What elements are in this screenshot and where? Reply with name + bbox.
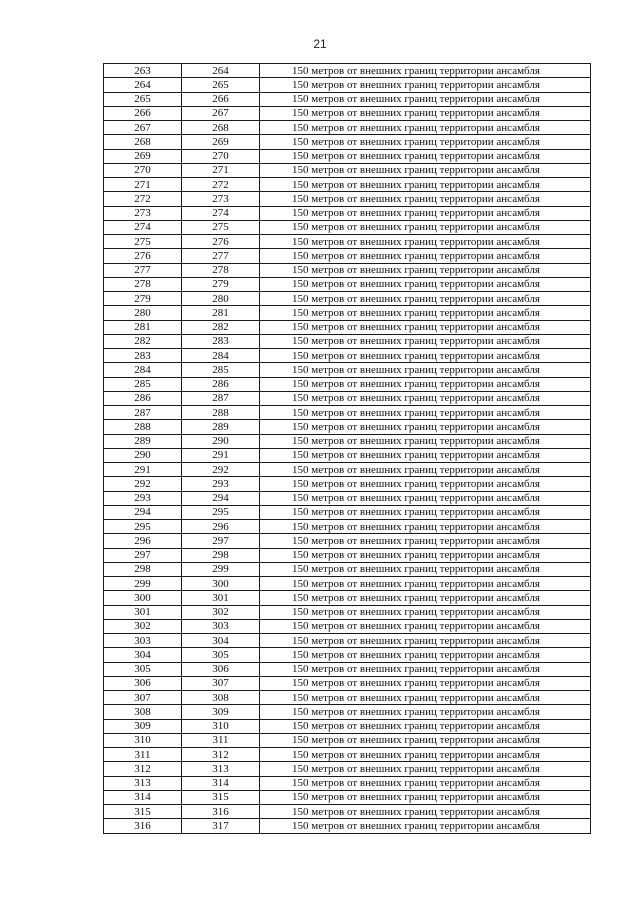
cell-to-point: 296 — [182, 520, 260, 534]
cell-description: 150 метров от внешних границ территории ансамбля — [260, 491, 591, 505]
table-row — [104, 334, 591, 348]
cell-from-point: 294 — [104, 505, 182, 519]
cell-from-point: 293 — [104, 491, 182, 505]
cell-to-point: 286 — [182, 377, 260, 391]
cell-to-point: 267 — [182, 106, 260, 120]
cell-to-point: 290 — [182, 434, 260, 448]
cell-description: 150 метров от внешних границ территории ансамбля — [260, 520, 591, 534]
table-row — [104, 463, 591, 477]
table-row — [104, 805, 591, 819]
cell-to-point: 265 — [182, 78, 260, 92]
cell-to-point: 269 — [182, 135, 260, 149]
cell-from-point: 315 — [104, 805, 182, 819]
cell-to-point: 284 — [182, 349, 260, 363]
cell-description: 150 метров от внешних границ территории ансамбля — [260, 748, 591, 762]
cell-to-point: 311 — [182, 733, 260, 747]
cell-description: 150 метров от внешних границ территории ансамбля — [260, 448, 591, 462]
cell-to-point: 264 — [182, 64, 260, 78]
cell-from-point: 278 — [104, 277, 182, 291]
cell-to-point: 285 — [182, 363, 260, 377]
cell-description: 150 метров от внешних границ территории ансамбля — [260, 277, 591, 291]
boundary-table — [103, 63, 591, 834]
cell-from-point: 273 — [104, 206, 182, 220]
cell-from-point: 270 — [104, 163, 182, 177]
cell-from-point: 288 — [104, 420, 182, 434]
table-row — [104, 562, 591, 576]
table-row — [104, 121, 591, 135]
cell-to-point: 316 — [182, 805, 260, 819]
cell-description: 150 метров от внешних границ территории ансамбля — [260, 334, 591, 348]
cell-to-point: 279 — [182, 277, 260, 291]
cell-from-point: 306 — [104, 676, 182, 690]
cell-to-point: 298 — [182, 548, 260, 562]
cell-from-point: 316 — [104, 819, 182, 833]
cell-from-point: 281 — [104, 320, 182, 334]
cell-description: 150 метров от внешних границ территории ансамбля — [260, 92, 591, 106]
cell-from-point: 290 — [104, 448, 182, 462]
cell-description: 150 метров от внешних границ территории ансамбля — [260, 206, 591, 220]
cell-to-point: 280 — [182, 292, 260, 306]
table-row — [104, 634, 591, 648]
cell-to-point: 293 — [182, 477, 260, 491]
cell-from-point: 308 — [104, 705, 182, 719]
cell-from-point: 268 — [104, 135, 182, 149]
cell-description: 150 метров от внешних границ территории ансамбля — [260, 263, 591, 277]
cell-description: 150 метров от внешних границ территории ансамбля — [260, 121, 591, 135]
table-row — [104, 548, 591, 562]
cell-description: 150 метров от внешних границ территории ансамбля — [260, 648, 591, 662]
cell-description: 150 метров от внешних границ территории ансамбля — [260, 605, 591, 619]
cell-description: 150 метров от внешних границ территории ансамбля — [260, 662, 591, 676]
cell-description: 150 метров от внешних границ территории ансамбля — [260, 78, 591, 92]
table-row — [104, 349, 591, 363]
cell-to-point: 303 — [182, 619, 260, 633]
cell-to-point: 302 — [182, 605, 260, 619]
cell-from-point: 310 — [104, 733, 182, 747]
cell-to-point: 306 — [182, 662, 260, 676]
cell-from-point: 311 — [104, 748, 182, 762]
cell-to-point: 297 — [182, 534, 260, 548]
cell-to-point: 307 — [182, 676, 260, 690]
cell-to-point: 313 — [182, 762, 260, 776]
table-row — [104, 391, 591, 405]
cell-from-point: 297 — [104, 548, 182, 562]
table-row — [104, 363, 591, 377]
cell-description: 150 метров от внешних границ территории ансамбля — [260, 591, 591, 605]
cell-to-point: 282 — [182, 320, 260, 334]
cell-description: 150 метров от внешних границ территории ансамбля — [260, 163, 591, 177]
table-row — [104, 135, 591, 149]
cell-from-point: 301 — [104, 605, 182, 619]
cell-from-point: 276 — [104, 249, 182, 263]
cell-to-point: 287 — [182, 391, 260, 405]
cell-to-point: 275 — [182, 220, 260, 234]
cell-to-point: 300 — [182, 577, 260, 591]
table-row — [104, 448, 591, 462]
cell-description: 150 метров от внешних границ территории ансамбля — [260, 377, 591, 391]
cell-from-point: 284 — [104, 363, 182, 377]
cell-description: 150 метров от внешних границ территории ансамбля — [260, 534, 591, 548]
cell-to-point: 288 — [182, 406, 260, 420]
table-row — [104, 292, 591, 306]
table-row — [104, 605, 591, 619]
table-row — [104, 662, 591, 676]
table-row — [104, 277, 591, 291]
cell-from-point: 302 — [104, 619, 182, 633]
table-row — [104, 520, 591, 534]
cell-to-point: 270 — [182, 149, 260, 163]
cell-description: 150 метров от внешних границ территории ансамбля — [260, 733, 591, 747]
cell-description: 150 метров от внешних границ территории ансамбля — [260, 235, 591, 249]
cell-from-point: 269 — [104, 149, 182, 163]
cell-description: 150 метров от внешних границ территории ансамбля — [260, 805, 591, 819]
table-row — [104, 220, 591, 234]
cell-description: 150 метров от внешних границ территории ансамбля — [260, 149, 591, 163]
cell-from-point: 267 — [104, 121, 182, 135]
cell-description: 150 метров от внешних границ территории ансамбля — [260, 634, 591, 648]
cell-from-point: 286 — [104, 391, 182, 405]
cell-description: 150 метров от внешних границ территории ансамбля — [260, 505, 591, 519]
table-row — [104, 178, 591, 192]
table-row — [104, 591, 591, 605]
cell-to-point: 305 — [182, 648, 260, 662]
table-row — [104, 733, 591, 747]
table-row — [104, 206, 591, 220]
table-row — [104, 92, 591, 106]
cell-to-point: 273 — [182, 192, 260, 206]
table-row — [104, 619, 591, 633]
cell-description: 150 метров от внешних границ территории ансамбля — [260, 349, 591, 363]
cell-to-point: 314 — [182, 776, 260, 790]
page-number: 21 — [313, 37, 327, 51]
cell-to-point: 289 — [182, 420, 260, 434]
cell-to-point: 283 — [182, 334, 260, 348]
cell-from-point: 291 — [104, 463, 182, 477]
cell-from-point: 314 — [104, 790, 182, 804]
cell-from-point: 299 — [104, 577, 182, 591]
cell-to-point: 301 — [182, 591, 260, 605]
cell-to-point: 277 — [182, 249, 260, 263]
cell-description: 150 метров от внешних границ территории ансамбля — [260, 577, 591, 591]
table-row — [104, 691, 591, 705]
cell-description: 150 метров от внешних границ территории ансамбля — [260, 676, 591, 690]
cell-to-point: 310 — [182, 719, 260, 733]
cell-description: 150 метров от внешних границ территории ансамбля — [260, 292, 591, 306]
cell-description: 150 метров от внешних границ территории ансамбля — [260, 135, 591, 149]
table-row — [104, 676, 591, 690]
table-row — [104, 577, 591, 591]
cell-to-point: 312 — [182, 748, 260, 762]
cell-from-point: 295 — [104, 520, 182, 534]
cell-from-point: 304 — [104, 648, 182, 662]
cell-to-point: 304 — [182, 634, 260, 648]
cell-from-point: 277 — [104, 263, 182, 277]
table-row — [104, 748, 591, 762]
cell-description: 150 метров от внешних границ территории ансамбля — [260, 705, 591, 719]
cell-from-point: 266 — [104, 106, 182, 120]
cell-from-point: 280 — [104, 306, 182, 320]
cell-from-point: 312 — [104, 762, 182, 776]
cell-to-point: 281 — [182, 306, 260, 320]
cell-from-point: 303 — [104, 634, 182, 648]
table-row — [104, 705, 591, 719]
cell-description: 150 метров от внешних границ территории ансамбля — [260, 619, 591, 633]
cell-to-point: 271 — [182, 163, 260, 177]
cell-description: 150 метров от внешних границ территории ансамбля — [260, 106, 591, 120]
cell-from-point: 309 — [104, 719, 182, 733]
cell-description: 150 метров от внешних границ территории ансамбля — [260, 64, 591, 78]
cell-description: 150 метров от внешних границ территории ансамбля — [260, 691, 591, 705]
cell-to-point: 308 — [182, 691, 260, 705]
table-row — [104, 377, 591, 391]
table-row — [104, 776, 591, 790]
cell-description: 150 метров от внешних границ территории ансамбля — [260, 391, 591, 405]
cell-description: 150 метров от внешних границ территории ансамбля — [260, 306, 591, 320]
cell-from-point: 292 — [104, 477, 182, 491]
cell-from-point: 272 — [104, 192, 182, 206]
table-row — [104, 505, 591, 519]
cell-to-point: 294 — [182, 491, 260, 505]
cell-to-point: 291 — [182, 448, 260, 462]
table-row — [104, 790, 591, 804]
table-row — [104, 406, 591, 420]
cell-from-point: 313 — [104, 776, 182, 790]
cell-to-point: 266 — [182, 92, 260, 106]
cell-to-point: 268 — [182, 121, 260, 135]
table-row — [104, 106, 591, 120]
cell-description: 150 метров от внешних границ территории ансамбля — [260, 178, 591, 192]
cell-from-point: 283 — [104, 349, 182, 363]
cell-from-point: 274 — [104, 220, 182, 234]
cell-description: 150 метров от внешних границ территории ансамбля — [260, 477, 591, 491]
cell-to-point: 317 — [182, 819, 260, 833]
cell-to-point: 272 — [182, 178, 260, 192]
table-row — [104, 762, 591, 776]
cell-from-point: 264 — [104, 78, 182, 92]
table-row — [104, 235, 591, 249]
cell-description: 150 метров от внешних границ территории ансамбля — [260, 420, 591, 434]
cell-from-point: 279 — [104, 292, 182, 306]
cell-to-point: 292 — [182, 463, 260, 477]
cell-description: 150 метров от внешних границ территории ансамбля — [260, 819, 591, 833]
cell-from-point: 296 — [104, 534, 182, 548]
table-row — [104, 648, 591, 662]
table-row — [104, 434, 591, 448]
cell-from-point: 307 — [104, 691, 182, 705]
cell-description: 150 метров от внешних границ территории ансамбля — [260, 562, 591, 576]
table-row — [104, 491, 591, 505]
cell-to-point: 278 — [182, 263, 260, 277]
cell-from-point: 271 — [104, 178, 182, 192]
cell-from-point: 285 — [104, 377, 182, 391]
cell-description: 150 метров от внешних границ территории ансамбля — [260, 762, 591, 776]
table-row — [104, 163, 591, 177]
cell-to-point: 295 — [182, 505, 260, 519]
cell-to-point: 315 — [182, 790, 260, 804]
table-row — [104, 477, 591, 491]
cell-to-point: 309 — [182, 705, 260, 719]
cell-from-point: 289 — [104, 434, 182, 448]
table-row — [104, 192, 591, 206]
cell-from-point: 305 — [104, 662, 182, 676]
cell-from-point: 263 — [104, 64, 182, 78]
table-row — [104, 78, 591, 92]
table-row — [104, 819, 591, 833]
cell-from-point: 265 — [104, 92, 182, 106]
cell-description: 150 метров от внешних границ территории ансамбля — [260, 192, 591, 206]
cell-description: 150 метров от внешних границ территории ансамбля — [260, 320, 591, 334]
cell-to-point: 274 — [182, 206, 260, 220]
cell-description: 150 метров от внешних границ территории ансамбля — [260, 463, 591, 477]
table-row — [104, 320, 591, 334]
cell-description: 150 метров от внешних границ территории ансамбля — [260, 776, 591, 790]
table-row — [104, 534, 591, 548]
table-row — [104, 306, 591, 320]
cell-description: 150 метров от внешних границ территории ансамбля — [260, 434, 591, 448]
table-row — [104, 263, 591, 277]
table-row — [104, 149, 591, 163]
cell-description: 150 метров от внешних границ территории ансамбля — [260, 548, 591, 562]
cell-from-point: 298 — [104, 562, 182, 576]
cell-description: 150 метров от внешних границ территории ансамбля — [260, 249, 591, 263]
cell-from-point: 275 — [104, 235, 182, 249]
table-row — [104, 249, 591, 263]
cell-to-point: 299 — [182, 562, 260, 576]
cell-from-point: 300 — [104, 591, 182, 605]
cell-description: 150 метров от внешних границ территории ансамбля — [260, 719, 591, 733]
table-row — [104, 64, 591, 78]
cell-from-point: 282 — [104, 334, 182, 348]
table-row — [104, 420, 591, 434]
cell-description: 150 метров от внешних границ территории ансамбля — [260, 220, 591, 234]
cell-description: 150 метров от внешних границ территории ансамбля — [260, 790, 591, 804]
cell-from-point: 287 — [104, 406, 182, 420]
cell-description: 150 метров от внешних границ территории ансамбля — [260, 363, 591, 377]
table-body — [104, 64, 591, 834]
cell-description: 150 метров от внешних границ территории ансамбля — [260, 406, 591, 420]
table-row — [104, 719, 591, 733]
cell-to-point: 276 — [182, 235, 260, 249]
